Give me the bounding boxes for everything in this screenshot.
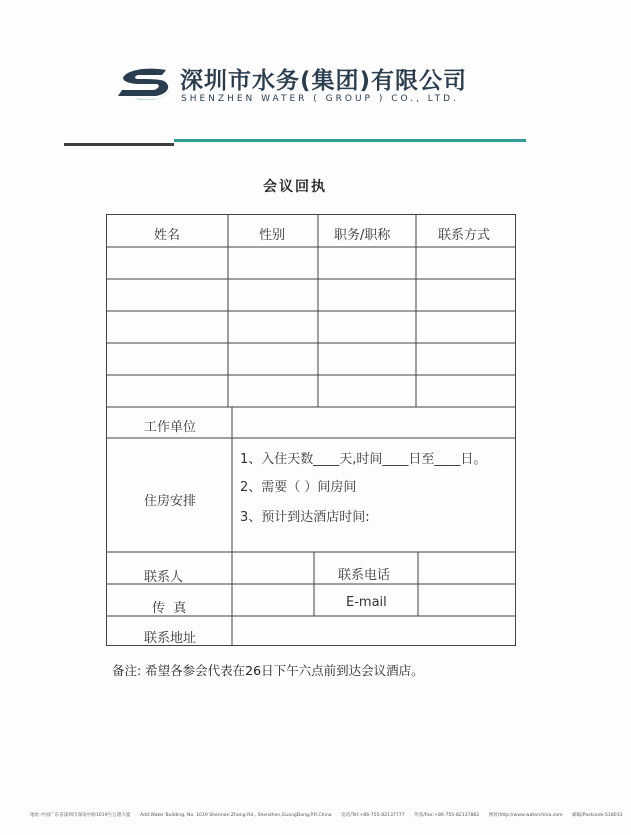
footer-web: 网址/http://www.waterchina.com <box>488 813 563 818</box>
housing-line-3[interactable]: 3、预计到达酒店时间: <box>240 510 370 525</box>
header-rule-teal <box>174 139 526 142</box>
work-unit-field[interactable] <box>233 408 515 437</box>
attendee-contact-cells[interactable] <box>417 248 515 406</box>
address-label: 联系地址 <box>144 631 197 646</box>
attendee-position-cells[interactable] <box>319 248 415 406</box>
work-unit-label: 工作单位 <box>144 420 197 435</box>
fax-field[interactable] <box>233 585 313 615</box>
footer-address-en: Add:Water Building, No. 1019 Shennan Zhong Rd., Shenzhen,GuangDong,P.R.China <box>140 813 332 818</box>
footer-postcode: 邮编/Postcode:518031 <box>572 813 623 818</box>
column-header-name: 姓名 <box>154 228 181 243</box>
contact-person-label: 联系人 <box>144 570 184 585</box>
attendee-name-cells[interactable] <box>107 248 227 406</box>
email-label: E-mail <box>346 595 387 610</box>
footer-contact-info <box>30 812 623 818</box>
email-field[interactable] <box>419 585 515 615</box>
contact-phone-field[interactable] <box>419 553 515 583</box>
housing-line-2[interactable]: 2、需要（ ）间房间 <box>240 480 357 495</box>
footer-address-cn: 地址:中国广东省深圳市深南中路1019号万德大厦 <box>30 813 131 818</box>
housing-label: 住房安排 <box>144 494 197 509</box>
fax-label: 传 真 <box>152 601 187 616</box>
company-name-en: SHENZHEN WATER ( GROUP ) CO., LTD. <box>181 94 459 104</box>
column-header-gender: 性别 <box>259 228 286 243</box>
remark-note: 备注: 希望各参会代表在26日下午六点前到达会议酒店。 <box>112 663 424 678</box>
address-field[interactable] <box>233 617 515 645</box>
housing-line-1[interactable]: 1、入住天数____天,时间____日至____日。 <box>240 452 487 467</box>
footer-tel: 电话/Tel:+86-755-82137777 <box>341 813 405 818</box>
footer-fax: 传真/Fax:+86-755-82137882 <box>414 813 480 818</box>
column-header-position: 职务/职称 <box>334 228 391 243</box>
reply-form-table <box>106 214 516 646</box>
document-title: 会议回执 <box>263 179 327 195</box>
header-rule-dark <box>64 143 174 146</box>
contact-phone-label: 联系电话 <box>338 568 391 583</box>
company-logo <box>116 66 172 104</box>
company-name-cn: 深圳市水务(集团)有限公司 <box>180 68 468 94</box>
column-header-contact: 联系方式 <box>438 228 491 243</box>
attendee-gender-cells[interactable] <box>229 248 317 406</box>
contact-person-field[interactable] <box>233 553 313 583</box>
